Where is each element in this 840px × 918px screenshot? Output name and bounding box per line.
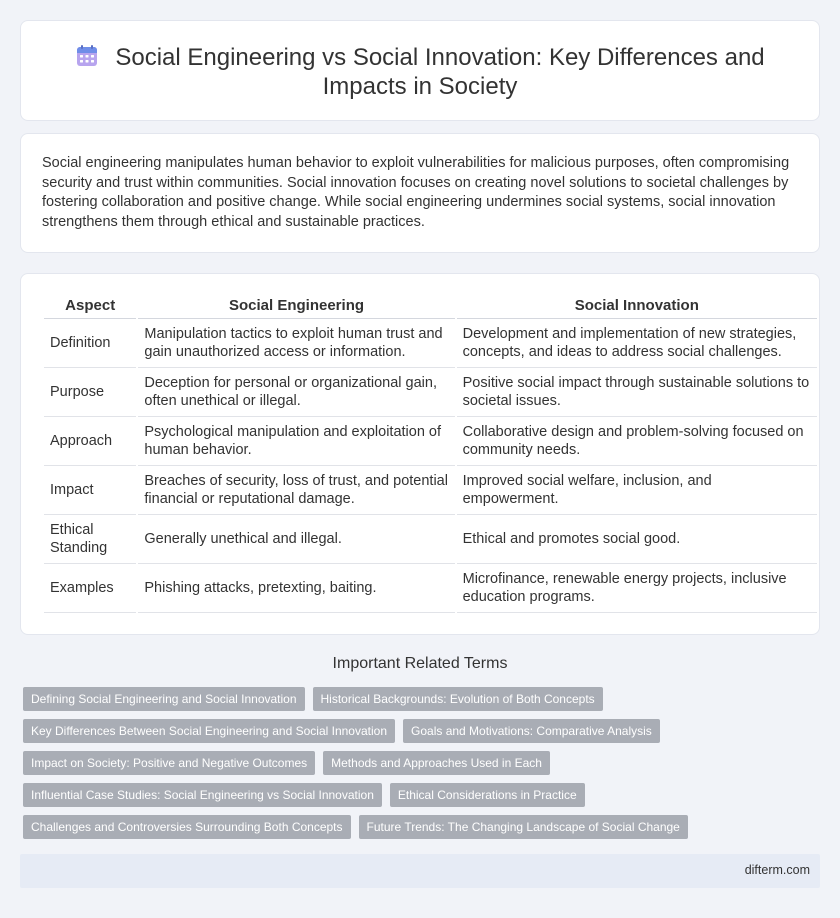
page-title <box>21 43 819 101</box>
related-term-tag[interactable]: Key Differences Between Social Engineering and Social Innovation <box>23 719 395 743</box>
calendar-icon <box>75 44 99 68</box>
related-terms-list <box>23 687 783 847</box>
row-social-innovation: Microfinance, renewable energy projects, inclusive education programs. <box>457 564 817 613</box>
comparison-card <box>20 273 820 635</box>
related-term-tag[interactable]: Defining Social Engineering and Social Innovation <box>23 687 305 711</box>
related-terms-heading: Important Related Terms <box>332 655 508 672</box>
table-row <box>44 466 817 515</box>
intro-paragraph: Social engineering manipulates human behavior to exploit vulnerabilities for malicious purposes, often compromising security and trust within communities. Social innovation focuses on creating novel solutions to societal challenges by fostering collaboration and positive change. While social engineering undermines social systems, social innovation strengthens them through ethical and sustainable practices. <box>42 155 790 230</box>
tag-row <box>23 687 783 719</box>
row-social-engineering: Deception for personal or organizational gain, often unethical or illegal. <box>138 368 454 417</box>
related-term-tag[interactable]: Influential Case Studies: Social Engineering vs Social Innovation <box>23 783 382 807</box>
row-social-innovation: Improved social welfare, inclusion, and empowerment. <box>457 466 817 515</box>
row-social-innovation: Development and implementation of new strategies, concepts, and ideas to address social challenges. <box>457 319 817 368</box>
table-row <box>44 564 817 613</box>
related-term-tag[interactable]: Goals and Motivations: Comparative Analysis <box>403 719 660 743</box>
row-social-engineering: Manipulation tactics to exploit human trust and gain unauthorized access or information. <box>138 319 454 368</box>
related-term-tag[interactable]: Challenges and Controversies Surrounding Both Concepts <box>23 815 351 839</box>
row-aspect: Purpose <box>44 368 136 417</box>
tag-row <box>23 719 783 751</box>
row-social-innovation: Collaborative design and problem-solving focused on community needs. <box>457 417 817 466</box>
header-aspect: Aspect <box>44 295 136 319</box>
row-social-engineering: Psychological manipulation and exploitation of human behavior. <box>138 417 454 466</box>
page-title-text: Social Engineering vs Social Innovation: Key Differences and Impacts in Society <box>115 44 765 100</box>
row-aspect: Approach <box>44 417 136 466</box>
related-term-tag[interactable]: Future Trends: The Changing Landscape of Social Change <box>359 815 688 839</box>
comparison-table <box>42 295 819 613</box>
intro-card <box>20 133 820 253</box>
table-row <box>44 515 817 564</box>
related-term-tag[interactable]: Methods and Approaches Used in Each <box>323 751 550 775</box>
tag-row <box>23 751 783 783</box>
row-aspect: Definition <box>44 319 136 368</box>
row-social-innovation: Ethical and promotes social good. <box>457 515 817 564</box>
row-social-engineering: Generally unethical and illegal. <box>138 515 454 564</box>
related-term-tag[interactable]: Ethical Considerations in Practice <box>390 783 585 807</box>
header-social-innovation: Social Innovation <box>457 295 817 319</box>
related-term-tag[interactable]: Impact on Society: Positive and Negative Outcomes <box>23 751 315 775</box>
related-term-tag[interactable]: Historical Backgrounds: Evolution of Both Concepts <box>313 687 603 711</box>
table-header-row <box>44 295 817 319</box>
row-social-innovation: Positive social impact through sustainable solutions to societal issues. <box>457 368 817 417</box>
row-aspect: Examples <box>44 564 136 613</box>
tag-row <box>23 783 783 815</box>
row-aspect: Ethical Standing <box>44 515 136 564</box>
row-social-engineering: Phishing attacks, pretexting, baiting. <box>138 564 454 613</box>
table-row <box>44 417 817 466</box>
header-social-engineering: Social Engineering <box>138 295 454 319</box>
footer <box>20 854 820 888</box>
row-social-engineering: Breaches of security, loss of trust, and potential financial or reputational damage. <box>138 466 454 515</box>
row-aspect: Impact <box>44 466 136 515</box>
table-row <box>44 368 817 417</box>
table-row <box>44 319 817 368</box>
tag-row <box>23 815 783 847</box>
title-card <box>20 20 820 121</box>
footer-site-link[interactable]: difterm.com <box>744 863 810 877</box>
